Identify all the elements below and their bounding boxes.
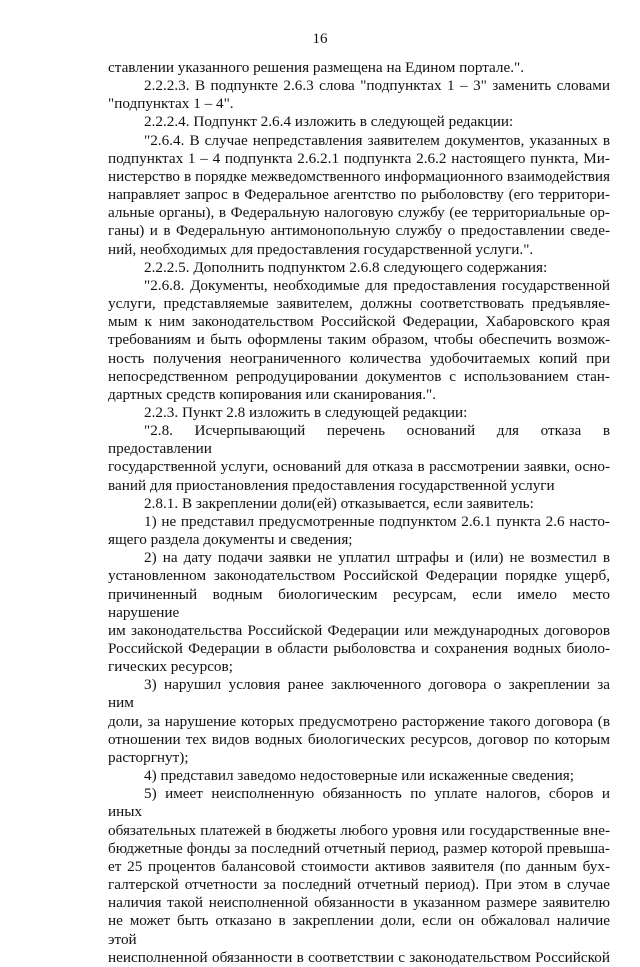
paragraph-line: подпунктах 1 – 4 подпункта 2.6.2.1 подпункта 2.6.2 настоящего пункта, Ми- xyxy=(108,149,610,167)
paragraph-line: бюджетные фонды за последний отчетный период, размер которой превыша- xyxy=(108,839,610,857)
paragraph-line: гических ресурсов; xyxy=(108,658,233,676)
paragraph-line: не может быть отказано в закреплении доли, если он обжаловал наличие этой xyxy=(108,912,610,948)
paragraph-line: расторгнут); xyxy=(108,748,189,766)
paragraph-line: услуги, представляемые заявителем, должны соответствовать предъявляе- xyxy=(108,295,610,313)
paragraph-line: дартных средств копирования или сканирования.". xyxy=(108,385,437,403)
paragraph-line: требованиям и быть оформлены таким образом, чтобы обеспечить возмож- xyxy=(108,331,610,349)
page-number: 16 xyxy=(312,31,328,47)
paragraph-line: Российской Федерации в области рыболовства и сохранения водных биоло- xyxy=(108,640,610,657)
paragraph-line: отношении тех видов водных биологических ресурсов, договор по которым xyxy=(108,730,610,748)
document-body xyxy=(108,59,610,967)
paragraph-line: наличия такой неисполненной обязанности в указанном размере заявителю xyxy=(108,894,610,912)
paragraph-line: "2.6.8. Документы, необходимые для предоставления государственной xyxy=(144,276,610,294)
paragraph-line: неисполненной обязанности в соответствии с законодательством Российской xyxy=(108,948,610,966)
paragraph-line: 1) не представил предусмотренные подпунктом 2.6.1 пункта 2.6 насто- xyxy=(144,512,610,530)
paragraph-line: ет 25 процентов балансовой стоимости активов заявителя (по данным бух- xyxy=(108,857,610,875)
paragraph-line: направляет запрос в Федеральное агентство по рыболовству (его территори- xyxy=(108,186,610,204)
paragraph-line: 2.2.3. Пункт 2.8 изложить в следующей редакции: xyxy=(144,403,468,421)
paragraph-line: альные органы), в Федеральную налоговую службу (ее территориальные ор- xyxy=(108,204,610,222)
paragraph-line: им законодательства Российской Федерации или международных договоров xyxy=(108,621,610,639)
paragraph-line: доли, за нарушение которых предусмотрено расторжение такого договора (в xyxy=(108,712,610,730)
paragraph-line: галтерской отчетности за последний отчетный период). При этом в случае xyxy=(108,876,610,894)
paragraph-line: государственной услуги, оснований для отказа в рассмотрении заявки, осно- xyxy=(108,458,610,476)
paragraph-line: 2.2.2.3. В подпункте 2.6.3 слова "подпунктах 1 – 3" заменить словами xyxy=(144,77,610,95)
paragraph-line: мым к ним законодательством Российской Федерации, Хабаровского края xyxy=(108,313,610,331)
paragraph-line: 2) на дату подачи заявки не уплатил штрафы и (или) не возместил в xyxy=(144,549,610,567)
paragraph-line: ганы) и в Федеральную антимонопольную службу о предоставлении сведе- xyxy=(108,222,610,240)
paragraph-line: "2.8. Исчерпывающий перечень оснований для отказа в предоставлении xyxy=(108,422,610,458)
paragraph-line: установленном законодательством Российской Федерации порядке ущерб, xyxy=(108,567,610,585)
paragraph-line: ставлении указанного решения размещена на Едином портале.". xyxy=(108,59,525,76)
paragraph-line: 2.2.2.5. Дополнить подпунктом 2.6.8 следующего содержания: xyxy=(144,258,548,276)
paragraph-line: обязательных платежей в бюджеты любого уровня или государственные вне- xyxy=(108,821,610,839)
paragraph-line: ний, необходимых для предоставления государственной услуги.". xyxy=(108,240,534,258)
paragraph-line: ность получения неограниченного количества удобочитаемых копий при xyxy=(108,349,610,367)
paragraph-line: причиненный водным биологическим ресурсам, если имело место нарушение xyxy=(108,585,610,621)
paragraph-line: "2.6.4. В случае непредставления заявителем документов, указанных в xyxy=(144,131,610,149)
paragraph-line: 4) представил заведомо недостоверные или искаженные сведения; xyxy=(144,767,574,785)
paragraph-line: 2.2.2.4. Подпункт 2.6.4 изложить в следующей редакции: xyxy=(144,113,514,131)
paragraph-line: ваний для приостановления предоставления государственной услуги xyxy=(108,476,555,494)
paragraph-line: 5) имеет неисполненную обязанность по уплате налогов, сборов и иных xyxy=(108,785,610,821)
paragraph-line: непосредственном репродуцировании документов с использованием стан- xyxy=(108,367,610,385)
paragraph-line: "подпунктах 1 – 4". xyxy=(108,95,234,113)
paragraph-line: ящего раздела документы и сведения; xyxy=(108,531,353,549)
paragraph-line: 2.8.1. В закреплении доли(ей) отказывается, если заявитель: xyxy=(144,494,534,512)
paragraph-line: 3) нарушил условия ранее заключенного договора о закреплении за ним xyxy=(108,676,610,712)
paragraph-line: нистерство в порядке межведомственного информационного взаимодействия xyxy=(108,167,610,185)
